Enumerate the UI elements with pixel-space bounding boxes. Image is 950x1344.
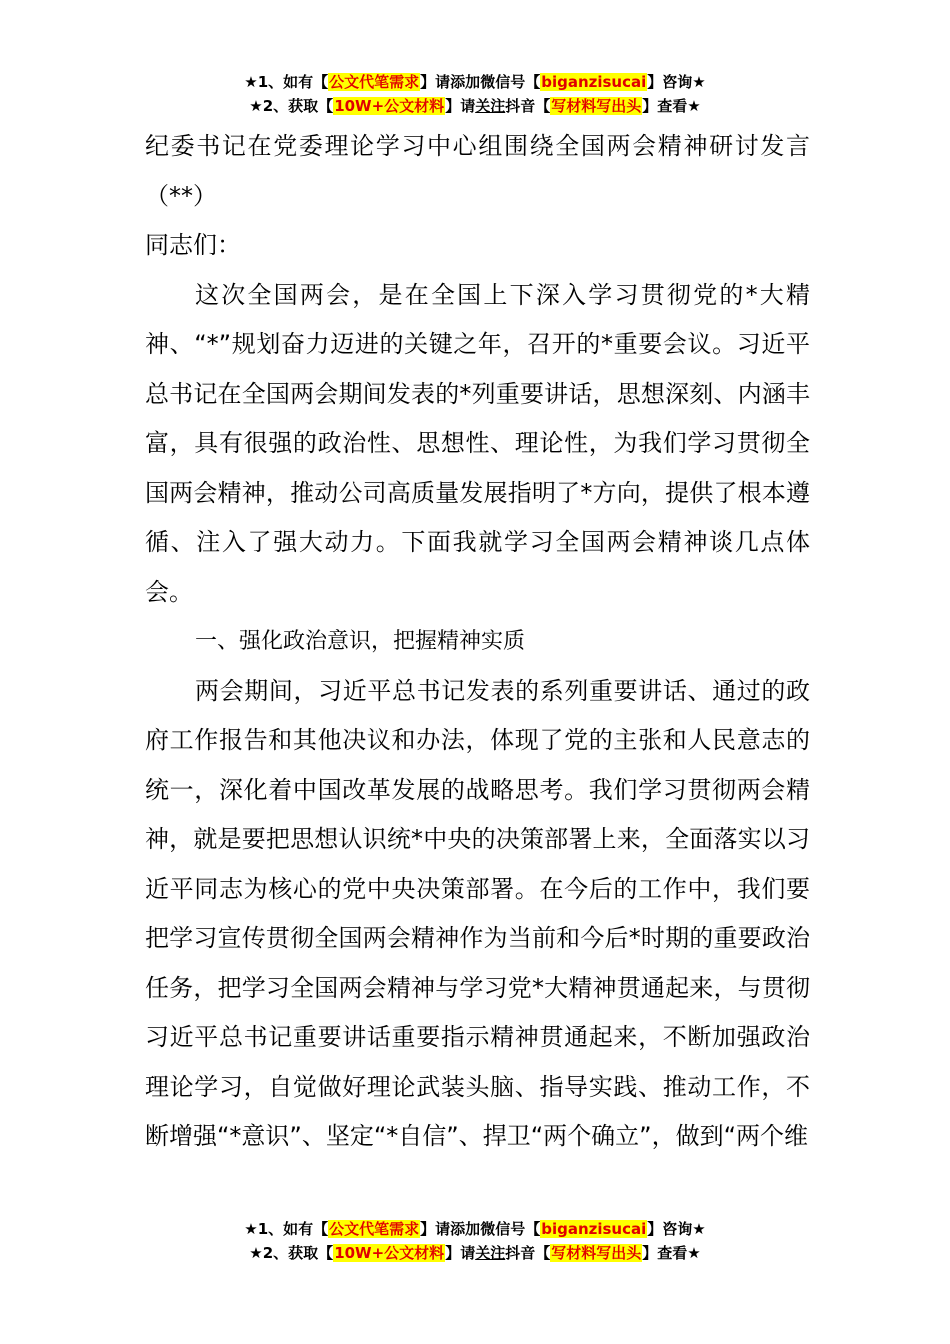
wechat-id-highlight: biganzisucai (541, 1220, 647, 1238)
top-promo-banner (0, 70, 950, 118)
bottom-promo-banner (0, 1217, 950, 1265)
promo-text: 】咨询★ (647, 1220, 706, 1238)
promo-text: 】请 (445, 97, 476, 115)
promo-text: 微信号【 (480, 73, 541, 91)
promo-text: ★2、获取【 (249, 97, 334, 115)
promo-text: ★1、如有【 (244, 73, 329, 91)
promo-underlined-text: 关注 (475, 1244, 506, 1262)
promo-line-1 (0, 70, 950, 94)
document-body (145, 122, 810, 1162)
promo-text: 】请 (445, 1244, 476, 1262)
douyin-id-highlight: 写材料写出头 (551, 97, 642, 115)
promo-highlight: 10W+公文材料 (334, 1244, 445, 1262)
promo-text: 】请添加 (420, 73, 481, 91)
promo-text: ★1、如有【 (244, 1220, 329, 1238)
promo-underlined-text: 关注 (475, 97, 506, 115)
paragraph: 这次全国两会，是在全国上下深入学习贯彻党的*大精神、“*”规划奋力迈进的关键之年，召开的*重要会议。习近平总书记在全国两会期间发表的*列重要讲话，思想深刻、内涵丰富，具有很强的政治性、思想性、理论性，为我们学习贯彻全国两会精神，推动公司高质量发展指明了*方向，提供了根本遵循、注入了强大动力。下面我就学习全国两会精神谈几点体会。 (145, 280, 810, 606)
wechat-id-highlight: biganzisucai (541, 73, 647, 91)
douyin-id-highlight: 写材料写出头 (551, 1244, 642, 1262)
salutation: 同志们： (145, 231, 241, 259)
promo-line-2 (0, 1241, 950, 1265)
promo-text: 】请添加 (420, 1220, 481, 1238)
promo-text: 抖音【 (505, 1244, 551, 1262)
section-heading: 一、强化政治意识，把握精神实质 (195, 629, 526, 654)
promo-highlight: 10W+公文材料 (334, 97, 445, 115)
document-title: 纪委书记在党委理论学习中心组围绕全国两会精神研讨发言（**） (145, 132, 810, 210)
promo-highlight: 公文代笔需求 (329, 73, 420, 91)
promo-text: 】查看★ (642, 1244, 701, 1262)
promo-text: 抖音【 (505, 97, 551, 115)
promo-highlight: 公文代笔需求 (329, 1220, 420, 1238)
promo-line-2 (0, 94, 950, 118)
promo-text: 】咨询★ (647, 73, 706, 91)
promo-text: 】查看★ (642, 97, 701, 115)
paragraph: 两会期间，习近平总书记发表的系列重要讲话、通过的政府工作报告和其他决议和办法，体现了党的主张和人民意志的统一，深化着中国改革发展的战略思考。我们学习贯彻两会精神，就是要把思想认识统*中央的决策部署上来，全面落实以习近平同志为核心的党中央决策部署。在今后的工作中，我们要把学习宣传贯彻全国两会精神作为当前和今后*时期的重要政治任务，把学习全国两会精神与学习党*大精神贯通起来，与贯彻习近平总书记重要讲话重要指示精神贯通起来，不断加强政治理论学习，自觉做好理论武装头脑、指导实践、推动工作，不断增强“*意识”、坚定“*自信”、捍卫“两个确立”，做到“两个维 (145, 676, 810, 1150)
promo-text: ★2、获取【 (249, 1244, 334, 1262)
promo-line-1 (0, 1217, 950, 1241)
promo-text: 微信号【 (480, 1220, 541, 1238)
